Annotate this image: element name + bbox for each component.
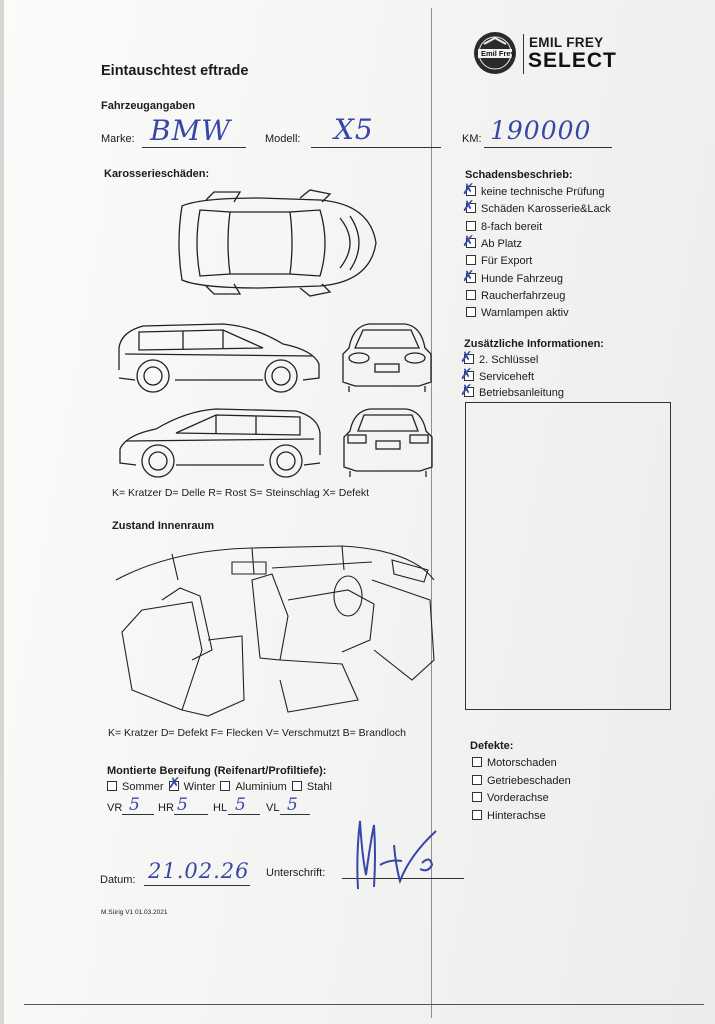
- checkbox-aluminium[interactable]: [220, 781, 230, 791]
- defect-item[interactable]: [472, 775, 571, 787]
- km-field[interactable]: [484, 147, 612, 148]
- depth-vr-value: 5: [129, 795, 141, 815]
- modell-field[interactable]: [311, 147, 441, 148]
- logo-line1: EMIL FREY: [529, 35, 604, 50]
- additional-info-label: Serviceheft: [479, 370, 535, 383]
- depth-hr-label: HR: [158, 802, 174, 814]
- damage-description-item[interactable]: [466, 290, 565, 302]
- body-damage-legend: K= Kratzer D= Delle R= Rost S= Steinschlag X= Defekt: [112, 487, 370, 499]
- damage-description-label: Ab Platz: [481, 237, 522, 250]
- modell-value: X5: [334, 113, 374, 146]
- car-front-diagram: [339, 320, 435, 392]
- additional-info-label: Betriebsanleitung: [479, 387, 565, 399]
- page-bottom-edge: [24, 1004, 704, 1005]
- depth-vl-value: 5: [287, 795, 299, 815]
- check-mark-icon: ✗: [462, 180, 475, 198]
- damage-description-checkbox[interactable]: [466, 307, 476, 317]
- damage-description-title: Schadensbeschrieb:: [465, 169, 573, 181]
- tire-type-sommer[interactable]: Sommer: [107, 781, 164, 793]
- damage-description-label: keine technische Prüfung: [481, 186, 605, 198]
- version-note: M.Sürig V1 01.03.2021: [101, 909, 168, 916]
- form-title: Eintauschtest eftrade: [101, 63, 249, 79]
- damage-description-label: Für Export: [481, 255, 533, 268]
- marke-value: BMW: [150, 114, 232, 147]
- check-mark-icon: ✗: [460, 348, 473, 366]
- depth-hr-value: 5: [177, 795, 189, 815]
- damage-description-label: Hunde Fahrzeug: [481, 272, 563, 285]
- damage-description-item[interactable]: [466, 203, 611, 215]
- logo-divider: [523, 34, 524, 74]
- handwritten-signature: [350, 815, 450, 895]
- additional-info-title: Zusätzliche Informationen:: [464, 338, 604, 350]
- defect-item[interactable]: [472, 792, 549, 804]
- form-sheet: [4, 0, 715, 1024]
- tire-type-aluminium[interactable]: Aluminium: [220, 781, 286, 793]
- defects-title: Defekte:: [470, 740, 514, 752]
- marke-field[interactable]: [142, 147, 246, 148]
- additional-info-item[interactable]: [464, 387, 564, 399]
- check-mark-icon: ✗: [460, 364, 473, 383]
- interior-title: Zustand Innenraum: [112, 520, 215, 532]
- damage-description-item[interactable]: [466, 307, 569, 319]
- emil-frey-logo: [472, 30, 617, 78]
- damage-description-checkbox[interactable]: [466, 255, 476, 265]
- damage-description-label: Raucherfahrzeug: [481, 289, 566, 302]
- additional-info-item[interactable]: [464, 371, 534, 383]
- winter-check-mark-icon: ✗: [168, 774, 181, 792]
- check-mark-icon: ✗: [462, 231, 475, 250]
- checkbox-stahl[interactable]: [292, 781, 302, 791]
- check-mark-icon: ✗: [462, 266, 475, 285]
- modell-label: Modell:: [265, 133, 301, 145]
- defect-item[interactable]: [472, 757, 557, 769]
- check-mark-icon: ✗: [462, 197, 475, 216]
- damage-description-item[interactable]: [466, 221, 542, 233]
- damage-description-checkbox[interactable]: [466, 221, 476, 231]
- km-label: KM:: [462, 133, 482, 145]
- damage-description-item[interactable]: [466, 273, 563, 285]
- check-mark-icon: ✗: [460, 381, 473, 399]
- tires-title: Montierte Bereifung (Reifenart/Profiltiefe):: [107, 765, 327, 777]
- checkbox-sommer[interactable]: [107, 781, 117, 791]
- defect-label: Getriebeschaden: [487, 774, 571, 787]
- additional-info-item[interactable]: [464, 354, 538, 366]
- body-damage-title: Karosserieschäden:: [104, 168, 210, 180]
- defect-label: Hinterachse: [487, 809, 546, 822]
- notes-box[interactable]: [465, 402, 671, 710]
- defect-checkbox[interactable]: [472, 775, 482, 785]
- unterschrift-label: Unterschrift:: [266, 867, 326, 879]
- car-top-view-diagram: [170, 188, 382, 298]
- defect-label: Vorderachse: [487, 792, 549, 804]
- interior-legend: K= Kratzer D= Defekt F= Flecken V= Verschmutzt B= Brandloch: [108, 727, 406, 739]
- defect-checkbox[interactable]: [472, 810, 482, 820]
- datum-label: Datum:: [100, 874, 136, 886]
- additional-info-label: 2. Schlüssel: [479, 354, 539, 366]
- car-side-right-diagram: [116, 405, 326, 477]
- damage-description-item[interactable]: [466, 186, 605, 198]
- damage-description-label: Warnlampen aktiv: [481, 307, 569, 320]
- damage-description-label: Schäden Karosserie&Lack: [481, 203, 611, 216]
- defect-checkbox[interactable]: [472, 792, 482, 802]
- car-side-left-diagram: [113, 320, 323, 392]
- depth-vr-label: VR: [107, 802, 123, 814]
- logo-line2: SELECT: [528, 49, 617, 72]
- car-interior-diagram: [112, 540, 440, 722]
- defect-checkbox[interactable]: [472, 757, 482, 767]
- depth-hl-value: 5: [235, 795, 247, 815]
- damage-description-checkbox[interactable]: [466, 290, 476, 300]
- tire-type-winter[interactable]: Winter: [169, 781, 216, 793]
- datum-value: 21.02.26: [148, 859, 250, 883]
- car-rear-diagram: [340, 405, 436, 477]
- depth-vl-label: VL: [266, 802, 280, 814]
- tire-type-row: [107, 781, 332, 793]
- km-value: 190000: [490, 116, 592, 145]
- defect-label: Motorschaden: [487, 757, 557, 769]
- damage-description-label: 8-fach bereit: [481, 220, 543, 233]
- vehicle-section-title: Fahrzeugangaben: [101, 100, 196, 112]
- depth-hl-label: HL: [213, 802, 228, 814]
- defect-item[interactable]: [472, 810, 546, 822]
- marke-label: Marke:: [101, 133, 135, 145]
- tire-type-stahl[interactable]: Stahl: [292, 781, 332, 793]
- logo-badge-text: Emil Frey: [481, 49, 515, 58]
- damage-description-item[interactable]: [466, 255, 532, 267]
- datum-field[interactable]: [144, 885, 250, 886]
